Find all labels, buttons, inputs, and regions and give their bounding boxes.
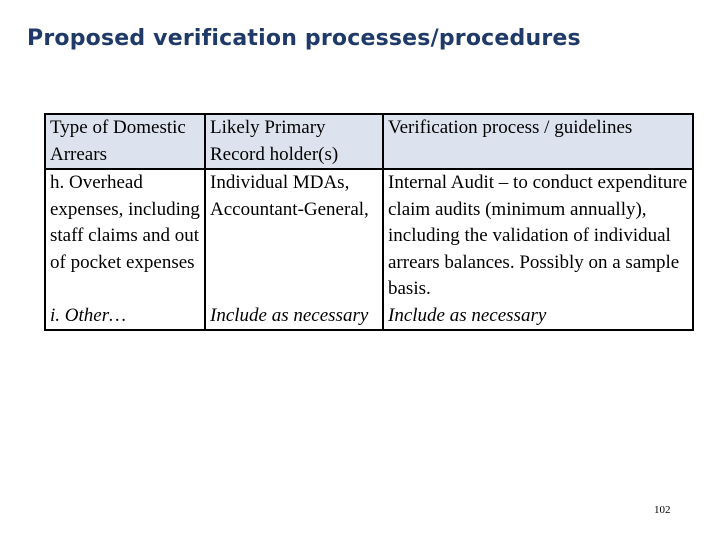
- cell-record-holder: Include as necessary: [205, 303, 383, 331]
- cell-verification-process: Internal Audit – to conduct expenditure claim audits (minimum annually), including the validation of individual arrears balances. Possibly on a sample basis.: [383, 169, 693, 303]
- table-header-row: [45, 114, 693, 169]
- table-row: [45, 169, 693, 303]
- cell-type: h. Overhead expenses, including staff claims and out of pocket expenses: [45, 169, 205, 303]
- cell-type: i. Other…: [45, 303, 205, 331]
- header-record-holder: Likely Primary Record holder(s): [205, 114, 383, 169]
- cell-record-holder: Individual MDAs, Accountant-General,: [205, 169, 383, 303]
- slide-title: Proposed verification processes/procedures: [27, 26, 581, 51]
- page-number: 102: [654, 504, 671, 516]
- header-type: Type of Domestic Arrears: [45, 114, 205, 169]
- header-verification-process: Verification process / guidelines: [383, 114, 693, 169]
- verification-table: [44, 113, 694, 331]
- table-row: [45, 303, 693, 331]
- cell-verification-process: Include as necessary: [383, 303, 693, 331]
